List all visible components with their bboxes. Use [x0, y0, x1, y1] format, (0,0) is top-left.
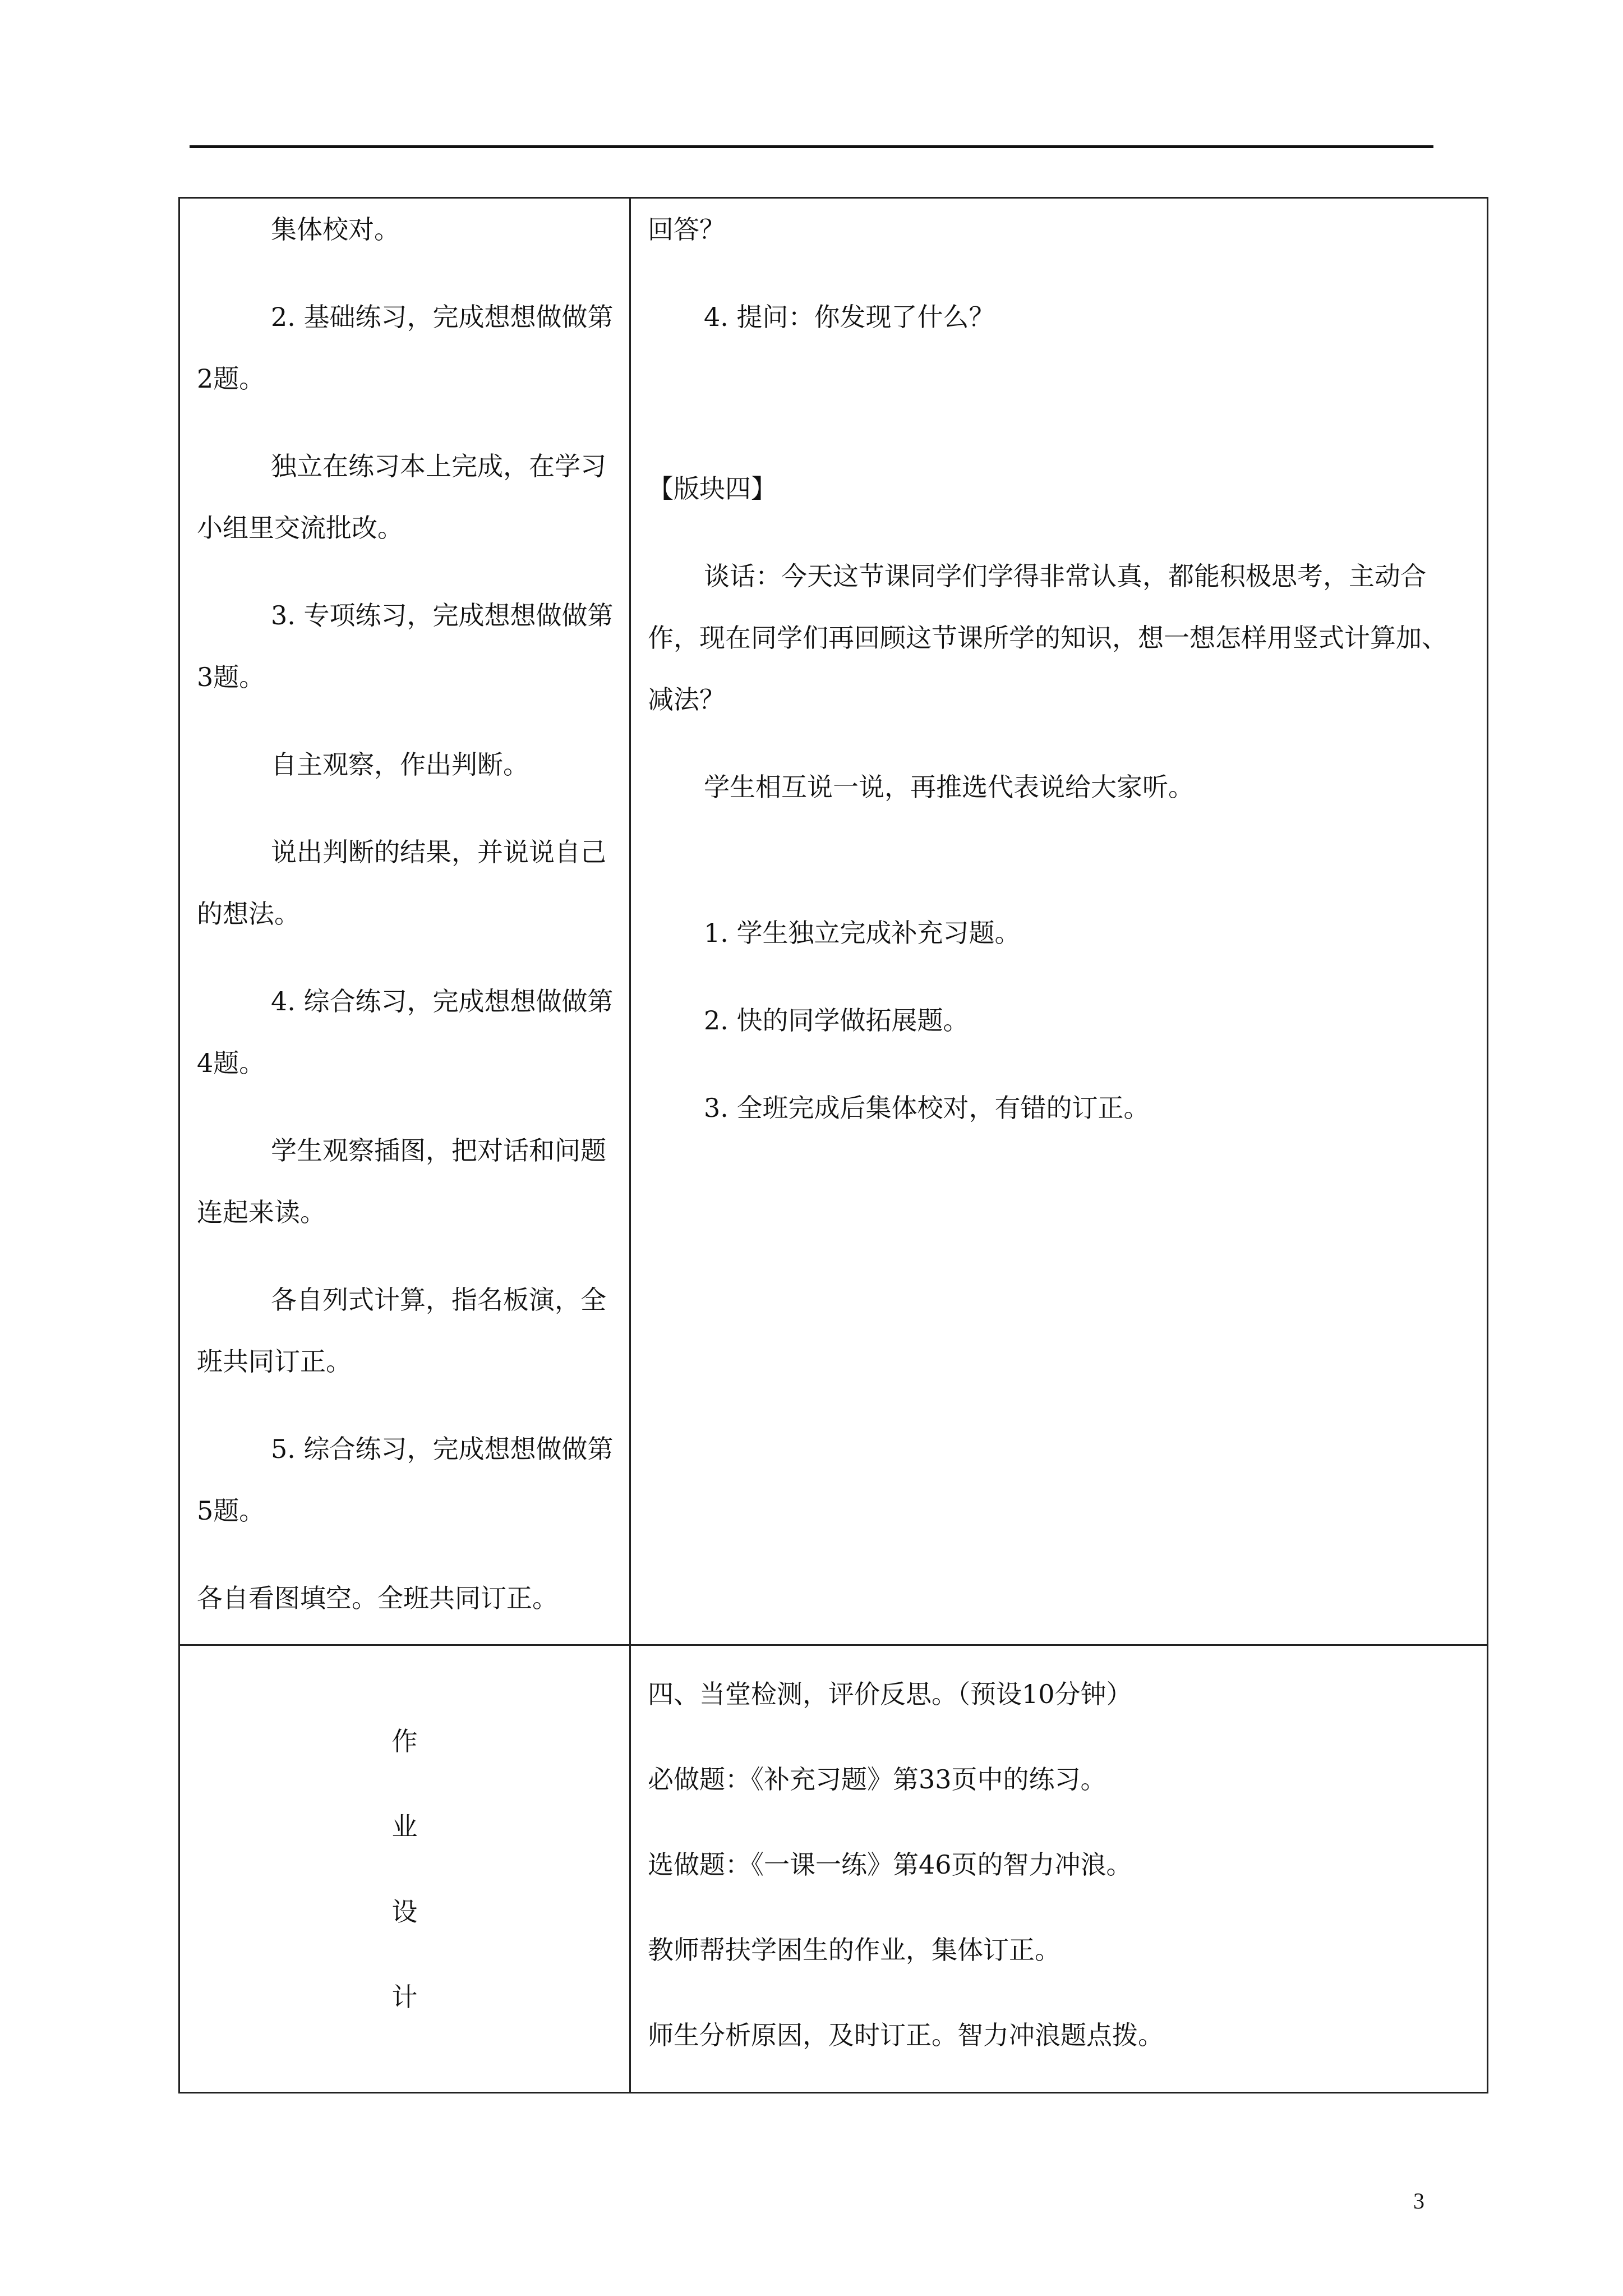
homework-line: 教师帮扶学困生的作业，集体订正。: [648, 1935, 1061, 1965]
student-activity-para: 学生观察插图，把对话和问题连起来读。: [197, 1135, 606, 1227]
homework-label-char: 设: [391, 1896, 418, 1927]
teacher-talk: 谈话：今天这节课同学们学得非常认真，都能积极思考，主动合作，现在同学们再回顾这节课所学的知识，想一想怎样用竖式计算加、减法？: [648, 561, 1447, 715]
student-activity-para: 自主观察，作出判断。: [271, 749, 529, 780]
activity-row: [179, 198, 1488, 1645]
student-activity-column: [180, 199, 629, 1629]
question-text: 4. 提问：你发现了什么？: [704, 302, 995, 332]
student-activity-para: 4. 综合练习，完成想想做做第4题。: [197, 986, 614, 1078]
header-rule: [190, 145, 1433, 148]
student-activity-para: 2. 基础练习，完成想想做做第2题。: [197, 302, 614, 394]
block-title: 【版块四】: [648, 473, 777, 504]
homework-line: 师生分析原因，及时订正。智力冲浪题点拨。: [648, 2020, 1164, 2050]
lesson-plan-table: [178, 197, 1488, 2093]
homework-label-char: 计: [391, 1981, 418, 2012]
practice-step: 2. 快的同学做拓展题。: [704, 1005, 969, 1036]
homework-label-char: 业: [391, 1811, 418, 1842]
student-activity-para: 独立在练习本上完成，在学习小组里交流批改。: [197, 451, 606, 543]
teacher-activity-column: [631, 199, 1487, 1139]
homework-line: 选做题：《一课一练》第46页的智力冲浪。: [648, 1849, 1132, 1880]
student-activity-para: 集体校对。: [271, 214, 400, 245]
student-share: 学生相互说一说，再推选代表说给大家听。: [704, 772, 1194, 802]
page-number: 3: [1413, 2188, 1424, 2214]
homework-row: [179, 1645, 1488, 2093]
student-activity-para: 各自列式计算，指名板演，全班共同订正。: [197, 1285, 606, 1377]
student-activity-para: 说出判断的结果，并说说自己的想法。: [197, 837, 606, 929]
continuation-text: 回答？: [648, 214, 725, 245]
teacher-activity-cell: [630, 198, 1488, 1645]
student-activity-para: 5. 综合练习，完成想想做做第5题。: [197, 1434, 614, 1526]
homework-label-char: 作: [391, 1726, 418, 1756]
student-activity-cell: [179, 198, 630, 1645]
homework-line: 必做题：《补充习题》第33页中的练习。: [648, 1764, 1106, 1795]
practice-step: 1. 学生独立完成补充习题。: [704, 918, 1021, 948]
homework-content-cell: [630, 1645, 1488, 2093]
practice-step: 3. 全班完成后集体校对，有错的订正。: [704, 1093, 1150, 1123]
homework-content: [631, 1646, 1487, 2078]
student-activity-para: 3. 专项练习，完成想想做做第3题。: [197, 600, 614, 692]
homework-label-cell: [179, 1645, 630, 2093]
homework-line: 四、当堂检测，评价反思。（预设10分钟）: [648, 1679, 1132, 1709]
homework-label: [180, 1699, 629, 2040]
student-activity-para: 各自看图填空。全班共同订正。: [197, 1583, 558, 1613]
